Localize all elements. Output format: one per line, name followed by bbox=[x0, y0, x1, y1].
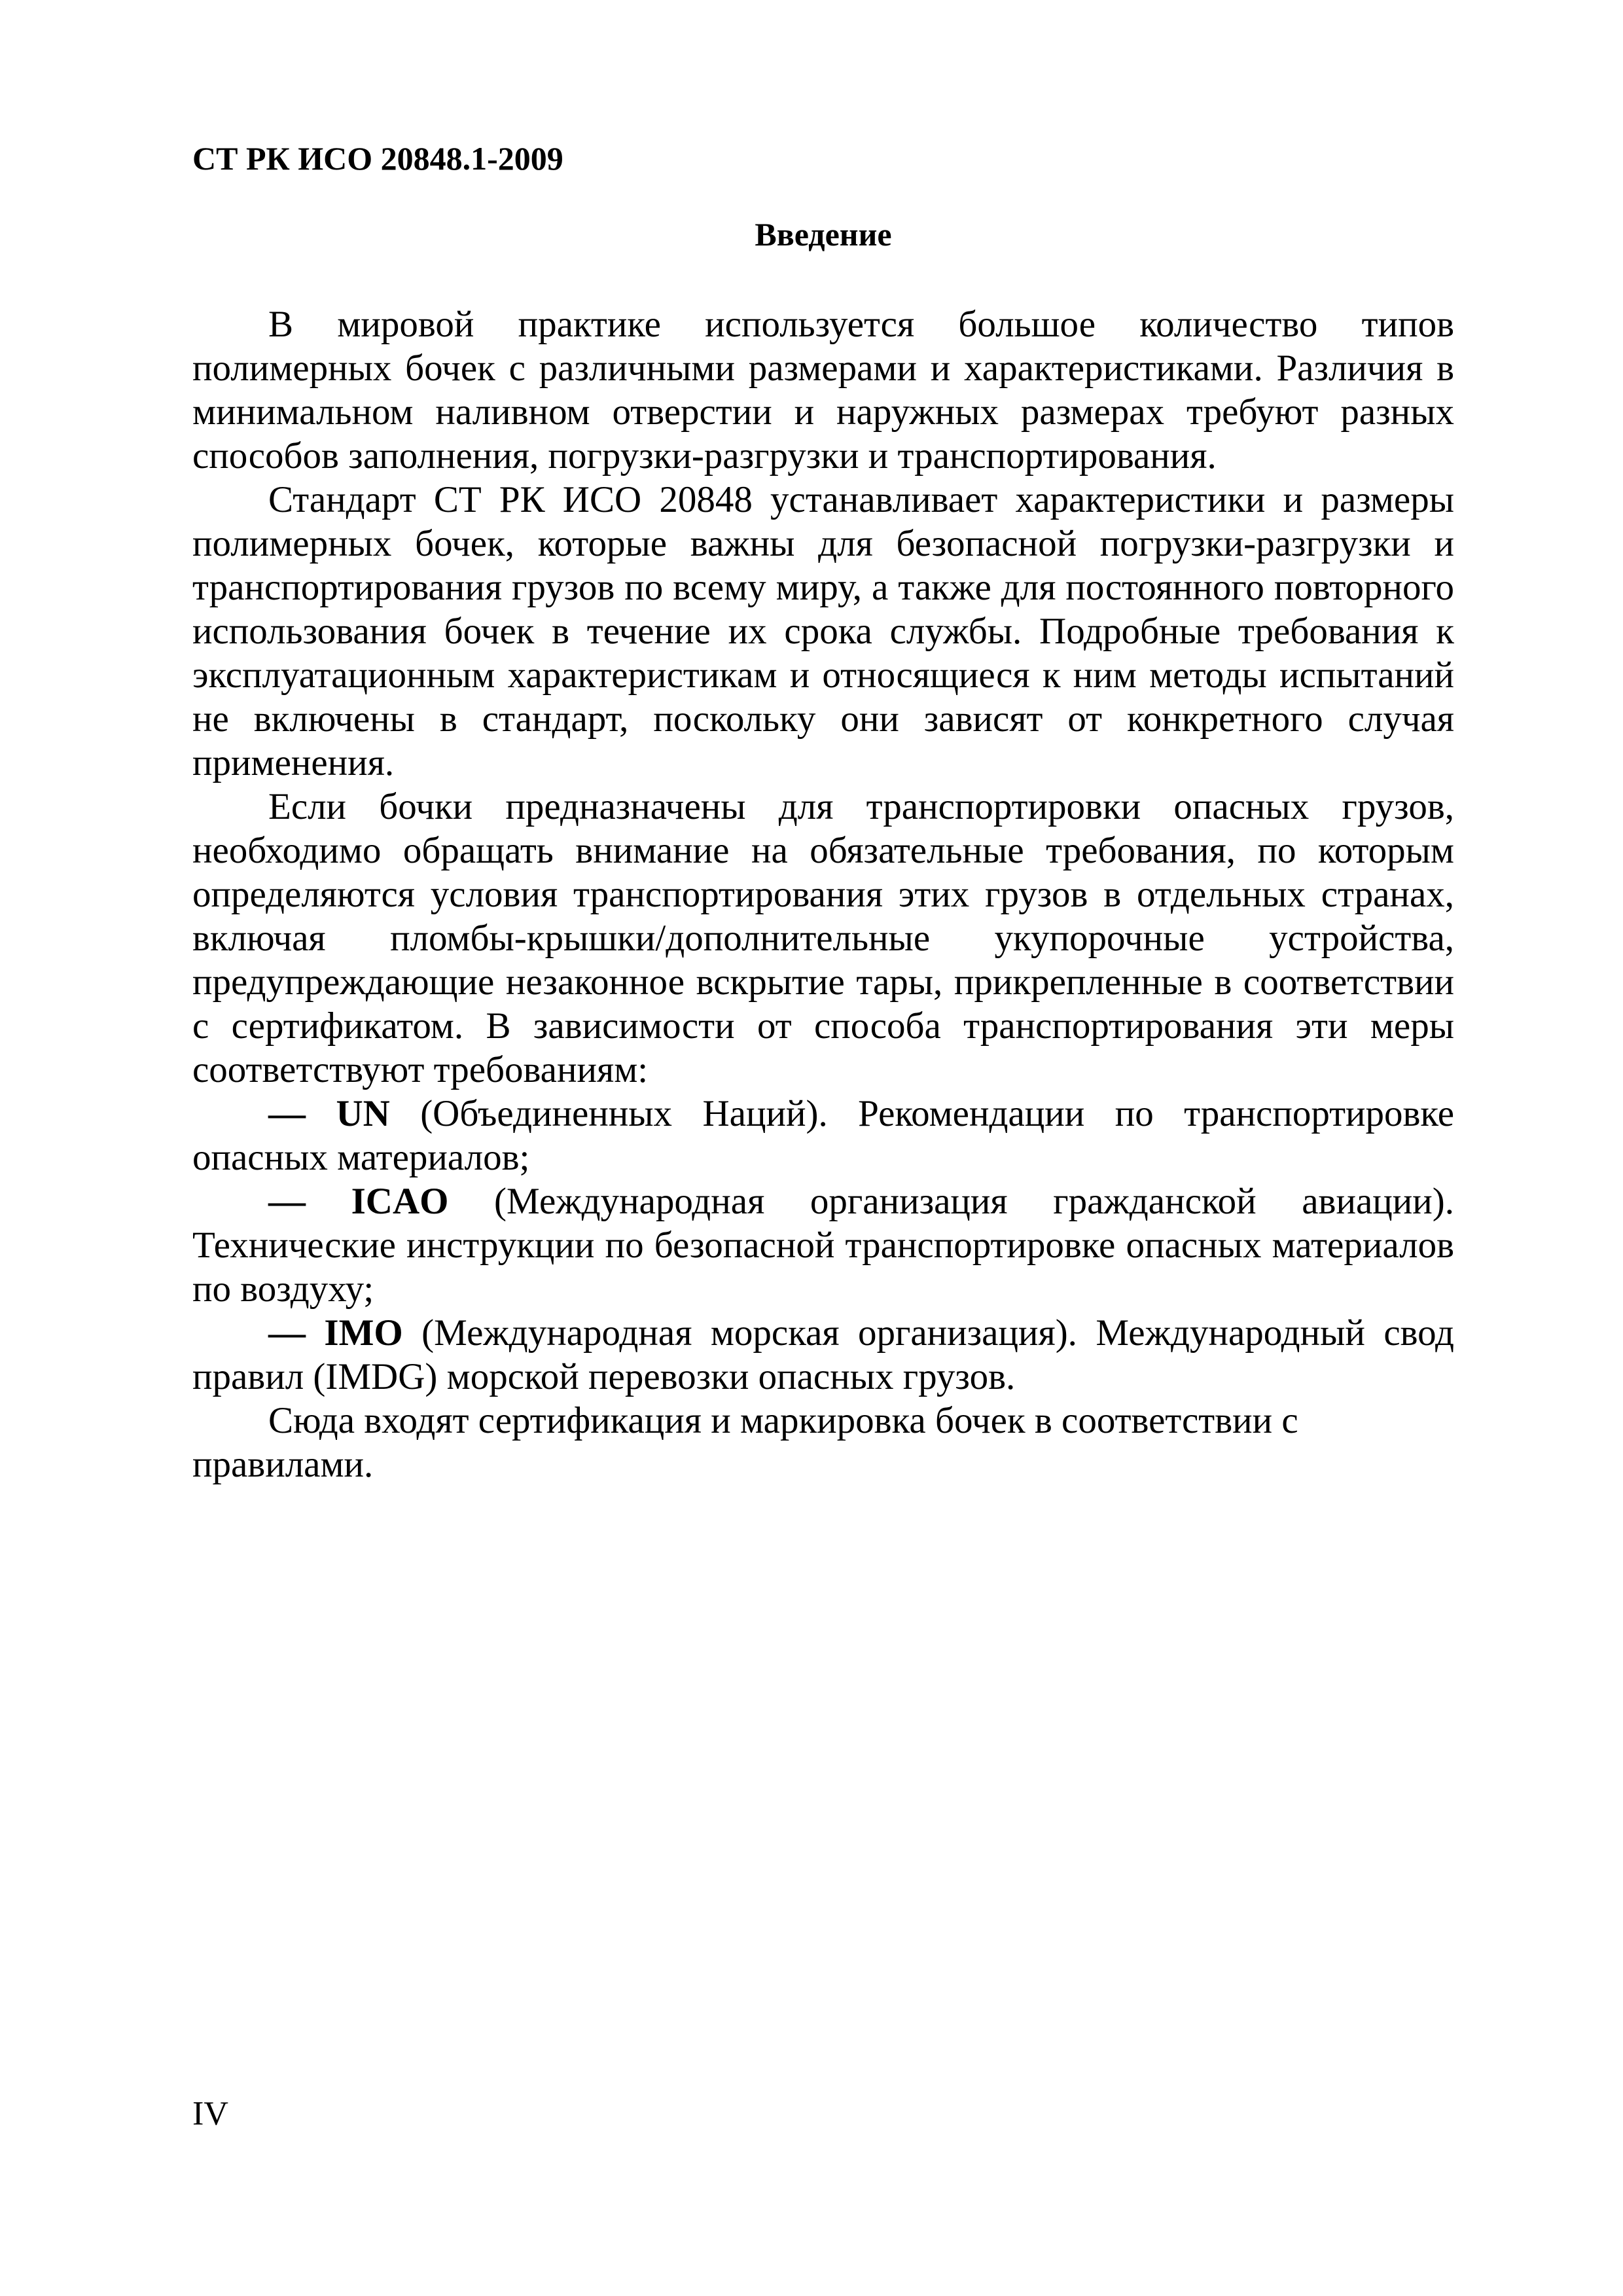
introduction-body bbox=[192, 302, 1454, 1486]
paragraph: Если бочки предназначены для транспортировки опасных грузов, необходимо обращать внимание на обязательные требования, по которым определяются условия транспортирования этих грузов в отдельных странах, включая пломбы-крышки/дополнительные укупорочные устройства, предупреждающие незаконное вскрытие тары, прикрепленные в соответствии с сертификатом. В зависимости от способа транспортирования эти меры соответствуют требованиям: bbox=[192, 786, 1454, 1090]
section-title: Введение bbox=[755, 216, 892, 253]
requirement-dash: — bbox=[268, 1312, 325, 1354]
closing-paragraph: Сюда входят сертификация и маркировка бочек в соответствии с правилами. bbox=[192, 1400, 1298, 1485]
requirement-icao bbox=[192, 1179, 1454, 1311]
paragraph: В мировой практике используется большое количество типов полимерных бочек с различными размерами и характеристиками. Различия в минимальном наливном отверстии и наружных размерах требуют разных способов заполнения, погрузки-разгрузки и транспортирования. bbox=[192, 304, 1454, 476]
document-designation: СТ РК ИСО 20848.1-2009 bbox=[192, 140, 563, 177]
requirement-dash: — bbox=[268, 1181, 351, 1222]
requirement-imo bbox=[192, 1311, 1454, 1399]
requirement-text: (Международная организация гражданской авиации). Технические инструкции по безопасной транспортировке опасных материалов по воздуху; bbox=[192, 1181, 1455, 1310]
requirement-dash: — bbox=[268, 1093, 336, 1134]
requirement-code: UN bbox=[336, 1093, 390, 1134]
page-number: IV bbox=[192, 2095, 228, 2132]
paragraph: Стандарт СТ РК ИСО 20848 устанавливает характеристики и размеры полимерных бочек, которые важны для безопасной погрузки-разгрузки и транспортирования грузов по всему миру, а также для постоянного повторного использования бочек в течение их срока службы. Подробные требования к эксплуатационным характеристикам и относящиеся к ним методы испытаний не включены в стандарт, поскольку они зависят от конкретного случая применения. bbox=[192, 479, 1454, 783]
requirement-text: (Объединенных Наций). Рекомендации по транспортировке опасных материалов; bbox=[192, 1093, 1454, 1178]
requirement-un bbox=[192, 1092, 1454, 1179]
requirement-text: (Международная морская организация). Международный свод правил (IMDG) морской перевозки опасных грузов. bbox=[192, 1312, 1455, 1397]
requirement-code: IMO bbox=[324, 1312, 403, 1354]
requirement-code: ICAO bbox=[351, 1181, 449, 1222]
